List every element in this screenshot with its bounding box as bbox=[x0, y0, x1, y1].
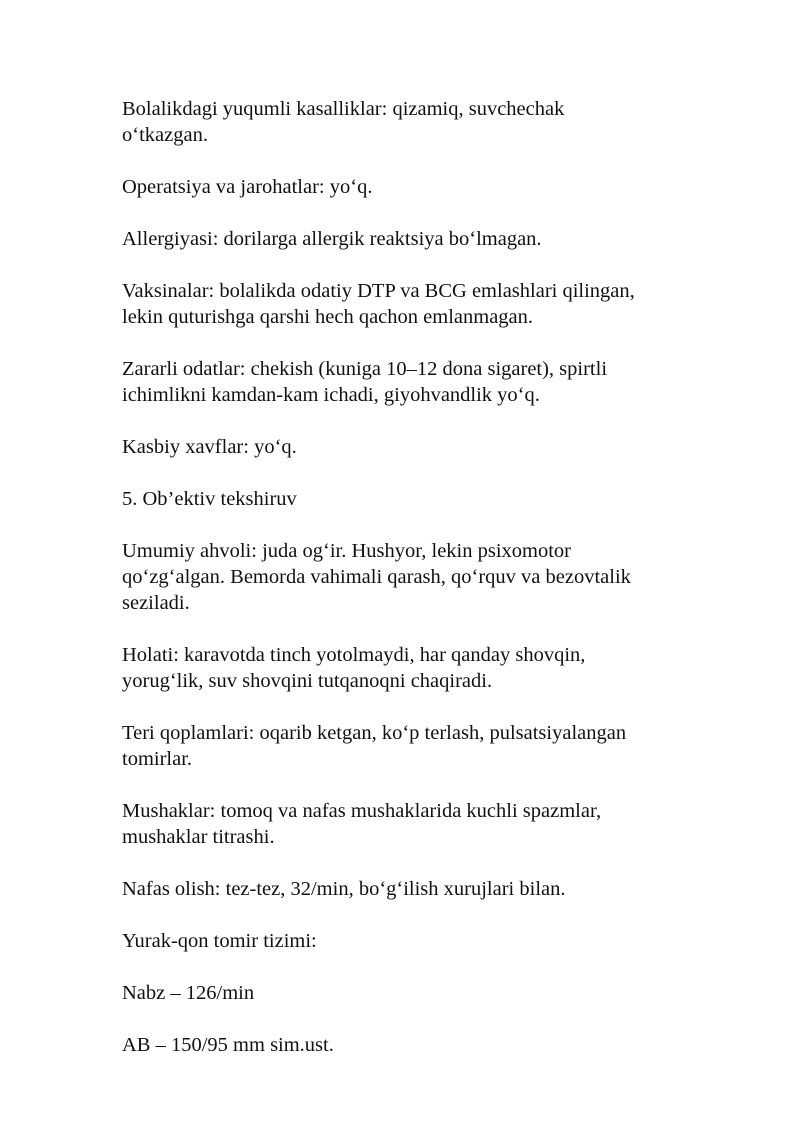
paragraph-blood-pressure bbox=[122, 1032, 682, 1058]
text-line: qo‘zg‘algan. Bemorda vahimali qarash, qo‘rquv va bezovtalik bbox=[122, 566, 631, 588]
text-line: ichimlikni kamdan-kam ichadi, giyohvandlik yo‘q. bbox=[122, 384, 540, 406]
paragraph-breathing bbox=[122, 876, 682, 902]
document-body bbox=[122, 96, 682, 1084]
text-line: mushaklar titrashi. bbox=[122, 826, 275, 848]
text-line: Nafas olish: tez-tez, 32/min, bo‘g‘ilish xurujlari bilan. bbox=[122, 878, 566, 900]
text-line: Holati: karavotda tinch yotolmaydi, har qanday shovqin, bbox=[122, 644, 586, 666]
text-line: Kasbiy xavflar: yo‘q. bbox=[122, 436, 297, 458]
paragraph-occupational-risks bbox=[122, 434, 682, 460]
paragraph-pulse bbox=[122, 980, 682, 1006]
text-line: Zararli odatlar: chekish (kuniga 10–12 dona sigaret), spirtli bbox=[122, 358, 608, 380]
text-line: Teri qoplamlari: oqarib ketgan, ko‘p terlash, pulsatsiyalangan bbox=[122, 722, 627, 744]
text-line: Allergiyasi: dorilarga allergik reaktsiya bo‘lmagan. bbox=[122, 228, 542, 250]
text-line: Yurak-qon tomir tizimi: bbox=[122, 930, 317, 952]
paragraph-allergy bbox=[122, 226, 682, 252]
paragraph-general-condition bbox=[122, 538, 682, 616]
text-line: o‘tkazgan. bbox=[122, 124, 208, 146]
text-line: Bolalikdagi yuqumli kasalliklar: qizamiq, suvchechak bbox=[122, 98, 565, 120]
section-heading-objective-exam bbox=[122, 486, 682, 512]
text-line: tomirlar. bbox=[122, 748, 193, 770]
paragraph-operations bbox=[122, 174, 682, 200]
text-line: Umumiy ahvoli: juda og‘ir. Hushyor, lekin psixomotor bbox=[122, 540, 572, 562]
text-line: yorug‘lik, suv shovqini tutqanoqni chaqiradi. bbox=[122, 670, 493, 692]
paragraph-skin bbox=[122, 720, 682, 772]
paragraph-vaccines bbox=[122, 278, 682, 330]
paragraph-habits bbox=[122, 356, 682, 408]
paragraph-state bbox=[122, 642, 682, 694]
paragraph-muscles bbox=[122, 798, 682, 850]
text-line: Nabz – 126/min bbox=[122, 982, 255, 1004]
text-line: seziladi. bbox=[122, 592, 190, 614]
text-line: AB – 150/95 mm sim.ust. bbox=[122, 1034, 334, 1056]
paragraph-childhood-infections bbox=[122, 96, 682, 148]
text-line: lekin quturishga qarshi hech qachon emlanmagan. bbox=[122, 306, 534, 328]
section-heading: 5. Ob’ektiv tekshiruv bbox=[122, 488, 297, 510]
text-line: Vaksinalar: bolalikda odatiy DTP va BCG emlashlari qilingan, bbox=[122, 280, 635, 302]
paragraph-cardiovascular bbox=[122, 928, 682, 954]
text-line: Operatsiya va jarohatlar: yo‘q. bbox=[122, 176, 373, 198]
text-line: Mushaklar: tomoq va nafas mushaklarida kuchli spazmlar, bbox=[122, 800, 602, 822]
